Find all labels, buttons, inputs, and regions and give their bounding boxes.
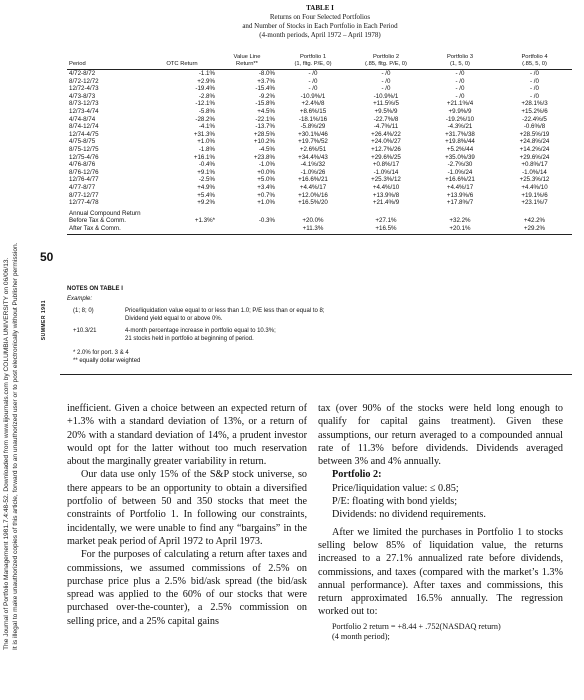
cell-value-line-return: -9.2% bbox=[258, 92, 275, 100]
summary-label: Annual Compound Return bbox=[69, 209, 141, 217]
cell-otc-return: -28.2% bbox=[195, 115, 215, 123]
before-tax-label: Before Tax & Comm. bbox=[69, 216, 126, 224]
cell-value-line-return: -22.1% bbox=[255, 115, 275, 123]
footnote: * 2.0% for port. 3 & 4 bbox=[73, 350, 129, 356]
section-divider bbox=[60, 374, 572, 375]
header-period: Period bbox=[67, 54, 147, 70]
after-value-line bbox=[217, 224, 277, 234]
table-row bbox=[67, 123, 572, 131]
cell-portfolio-2: - /0 bbox=[381, 77, 391, 85]
cell-portfolio-3: -2.7%/30 bbox=[447, 161, 473, 169]
cell-otc-return: -1.8% bbox=[198, 145, 215, 153]
cell-portfolio-2: +12.7%/26 bbox=[371, 145, 401, 153]
regression-note: (4 month period); bbox=[332, 631, 390, 641]
table-row bbox=[67, 108, 572, 116]
cell-portfolio-2: +25.3%/12 bbox=[371, 176, 401, 184]
before-portfolio-4: +42.2% bbox=[523, 216, 546, 224]
body-paragraph: Our data use only 15% of the S&P stock universe, so there appears to be an opportunity to obtain a diversified portfolio of between 50 and 350 stocks that meet the constraints of Portfolio 1. In following our constraints, incidentally, we were unable to find any “bargains” in the market peak period of April 1972 to April 1973. bbox=[67, 469, 307, 547]
cell-otc-return: +9.2% bbox=[197, 199, 215, 207]
cell-portfolio-1: +12.0%/16 bbox=[298, 191, 328, 199]
cell-value-line-return: -4.5% bbox=[258, 145, 275, 153]
cell-value-line-return: +28.5% bbox=[253, 130, 275, 138]
table-row bbox=[67, 78, 572, 86]
cell-period: 8/74-12/74 bbox=[69, 123, 99, 131]
cell-portfolio-4: +28.5%/19 bbox=[519, 130, 550, 138]
cell-value-line-return: +1.0% bbox=[257, 199, 275, 207]
note-line: 4-month percentage increase in portfolio equal to 10.3%; bbox=[125, 328, 276, 334]
cell-otc-return: +5.4% bbox=[197, 191, 215, 199]
after-portfolio-4: +29.2% bbox=[497, 224, 572, 234]
cell-period: 12/77-4/78 bbox=[69, 199, 99, 207]
table-header-row bbox=[67, 54, 572, 70]
cell-value-line-return: +4.5% bbox=[257, 107, 275, 115]
body-paragraph: For the purposes of calculating a return after taxes and commissions, we assumed commissions of 2.5% on purchase price plus a 2.5% bid/ask spread (the bid/ask spread was applied to the 60% of our stocks that were purchased over-the-counter), a 2.5% commission on selling price, and a 25% capital gains bbox=[67, 549, 307, 627]
cell-portfolio-4: - /0 bbox=[530, 85, 539, 93]
cell-period: 12/75-4/76 bbox=[69, 153, 99, 161]
cell-value-line-return: -1.0% bbox=[258, 161, 275, 169]
cell-period: 8/76-12/76 bbox=[69, 168, 99, 176]
cell-portfolio-3: +4.4%/17 bbox=[446, 183, 474, 191]
cell-portfolio-4: +29.6%/24 bbox=[519, 153, 550, 161]
page-number: 50 bbox=[40, 250, 54, 264]
cell-portfolio-2: -1.0%/14 bbox=[373, 168, 399, 176]
cell-value-line-return: +10.2% bbox=[253, 138, 275, 146]
cell-value-line-return: -13.7% bbox=[255, 123, 275, 131]
cell-otc-return: -1.1% bbox=[198, 70, 215, 77]
after-portfolio-1: +11.3% bbox=[277, 224, 349, 234]
cell-portfolio-1: +2.6%/51 bbox=[299, 145, 327, 153]
cell-portfolio-1: -1.0%/26 bbox=[300, 168, 326, 176]
table-row bbox=[67, 192, 572, 200]
cell-portfolio-3: -1.0%/24 bbox=[447, 168, 473, 176]
cell-portfolio-1: +16.6%/21 bbox=[298, 176, 328, 184]
table-subtitle: and Number of Stocks in Each Portfolio in Each Period bbox=[242, 22, 398, 30]
cell-portfolio-2: +4.4%/10 bbox=[372, 183, 400, 191]
cell-period: 4/72-8/72 bbox=[69, 70, 96, 77]
cell-portfolio-2: - /0 bbox=[381, 85, 391, 93]
cell-period: 4/76-8/76 bbox=[69, 161, 96, 169]
cell-value-line-return: +3.4% bbox=[257, 183, 275, 191]
cell-portfolio-2: -22.7%/8 bbox=[373, 115, 399, 123]
cell-portfolio-4: +28.1%/3 bbox=[521, 100, 548, 108]
table-row bbox=[67, 169, 572, 177]
cell-portfolio-1: +8.6%/15 bbox=[299, 107, 327, 115]
before-value-line: -0.3% bbox=[258, 216, 275, 224]
cell-value-line-return: +23.8% bbox=[253, 153, 275, 161]
cell-portfolio-2: +21.4%/9 bbox=[372, 199, 400, 207]
cell-otc-return: -4.1% bbox=[198, 123, 215, 131]
cell-value-line-return: -15.4% bbox=[255, 85, 275, 93]
cell-value-line-return: +5.0% bbox=[257, 176, 275, 184]
table-title: Returns on Four Selected Portfolios bbox=[269, 13, 371, 21]
cell-portfolio-4: +4.4%/10 bbox=[521, 183, 548, 191]
cell-portfolio-1: -5.8%/29 bbox=[300, 123, 326, 131]
cell-period: 4/73-8/73 bbox=[69, 92, 96, 100]
cell-portfolio-3: - /0 bbox=[455, 70, 465, 77]
note-line: Price/liquidation value equal to or less than 1.0; P/E less than or equal to 8; bbox=[125, 308, 325, 314]
cell-portfolio-3: - /0 bbox=[455, 92, 465, 100]
cell-portfolio-1: +16.5%/20 bbox=[298, 199, 328, 207]
cell-portfolio-1: +34.4%/43 bbox=[298, 153, 328, 161]
cell-portfolio-2: -4.7%/11 bbox=[373, 123, 399, 131]
cell-portfolio-3: - /0 bbox=[455, 85, 465, 93]
cell-portfolio-1: -18.1%/16 bbox=[298, 115, 328, 123]
cell-portfolio-1: +2.4%/8 bbox=[301, 100, 325, 108]
cell-portfolio-3: +21.1%/4 bbox=[446, 100, 474, 108]
cell-period: 8/73-12/73 bbox=[69, 100, 99, 108]
notice-line: The Journal of Portfolio Management 1981.7.4:48-52. Downloaded from www.iijournals.com by COLUMBIA UNIVERSITY on 06/06/13. bbox=[3, 257, 10, 650]
table-row bbox=[67, 70, 572, 78]
cell-portfolio-3: +13.9%/6 bbox=[446, 191, 474, 199]
cell-portfolio-4: +15.2%/6 bbox=[521, 107, 548, 115]
cell-portfolio-4: +24.8%/24 bbox=[519, 138, 550, 146]
after-otc bbox=[147, 224, 217, 234]
cell-period: 12/76-4/77 bbox=[69, 176, 99, 184]
cell-portfolio-2: +0.8%/17 bbox=[372, 161, 400, 169]
before-portfolio-2: +27.1% bbox=[375, 216, 397, 224]
note-key: (1; 8; 0) bbox=[73, 308, 94, 314]
cell-portfolio-3: +16.6%/21 bbox=[445, 176, 475, 184]
cell-portfolio-2: +11.5%/5 bbox=[373, 100, 399, 108]
notes-title: NOTES ON TABLE I bbox=[67, 286, 123, 292]
after-portfolio-3: +20.1% bbox=[423, 224, 497, 234]
cell-value-line-return: +0.0% bbox=[257, 168, 275, 176]
note-item bbox=[67, 307, 567, 323]
table-row bbox=[67, 131, 572, 139]
cell-period: 8/72-12/72 bbox=[69, 77, 99, 85]
cell-otc-return: -2.8% bbox=[198, 92, 215, 100]
cell-portfolio-3: +31.7%/38 bbox=[445, 130, 475, 138]
table-row bbox=[67, 161, 572, 169]
cell-portfolio-4: - /0 bbox=[530, 77, 539, 85]
cell-portfolio-3: +19.8%/44 bbox=[445, 138, 475, 146]
before-portfolio-3: +32.2% bbox=[449, 216, 471, 224]
table-row bbox=[67, 138, 572, 146]
table-row bbox=[67, 146, 572, 154]
cell-otc-return: +4.9% bbox=[197, 183, 215, 191]
cell-portfolio-4: +25.3%/12 bbox=[519, 176, 550, 184]
notice-line: It is illegal to make unauthorized copies of this article, forward to an unauthorized user or to post electronically without Publisher permission. bbox=[12, 242, 19, 650]
cell-portfolio-3: - /0 bbox=[455, 77, 465, 85]
table-row bbox=[67, 184, 572, 192]
cell-otc-return: +2.9% bbox=[197, 77, 215, 85]
cell-period: 8/75-12/75 bbox=[69, 145, 99, 153]
cell-period: 4/77-8/77 bbox=[69, 183, 96, 191]
example-label: Example: bbox=[67, 296, 93, 302]
body-paragraph: After we limited the purchases in Portfolio 1 to stocks selling below 85% of liquidation value, the returns increased to a 27.1% annualized rate before dividends, commissions, and taxes (compared with the market’s 1.3% annual performance). After taxes and commissions, this return approximated 16.5% annually. The regression worked out to: bbox=[318, 526, 563, 618]
cell-value-line-return: +3.7% bbox=[257, 77, 275, 85]
cell-portfolio-1: +30.1%/46 bbox=[298, 130, 328, 138]
portfolio-2-heading: Portfolio 2: bbox=[332, 469, 382, 481]
cell-portfolio-4: -0.6%/8 bbox=[523, 123, 546, 131]
cell-period: 12/72-4/73 bbox=[69, 85, 99, 93]
cell-period: 12/73-4/74 bbox=[69, 107, 99, 115]
regression-equation: Portfolio 2 return = +8.44 + .752(NASDAQ return) bbox=[332, 621, 501, 631]
cell-portfolio-4: - /0 bbox=[530, 70, 539, 77]
cell-portfolio-2: +26.4%/22 bbox=[371, 130, 401, 138]
body-column-left bbox=[67, 402, 307, 628]
before-portfolio-1: +20.0% bbox=[302, 216, 324, 224]
cell-portfolio-3: +9.9%/9 bbox=[448, 107, 472, 115]
cell-portfolio-4: +0.8%/17 bbox=[521, 161, 548, 169]
cell-period: 4/74-8/74 bbox=[69, 115, 96, 123]
cell-portfolio-4: - /0 bbox=[530, 92, 539, 100]
footnote: ** equally dollar weighted bbox=[73, 358, 141, 364]
cell-portfolio-3: +5.2%/44 bbox=[446, 145, 474, 153]
body-column-right bbox=[318, 402, 563, 642]
before-otc: +1.3%* bbox=[194, 216, 215, 224]
cell-otc-return: +1.0% bbox=[197, 138, 215, 146]
cell-portfolio-1: +4.4%/17 bbox=[299, 183, 327, 191]
cell-otc-return: -0.4% bbox=[198, 161, 215, 169]
cell-otc-return: +31.3% bbox=[193, 130, 215, 138]
portfolio-2-criterion: Dividends: no dividend requirements. bbox=[332, 509, 486, 521]
cell-portfolio-1: - /0 bbox=[308, 70, 318, 77]
table-caption bbox=[60, 4, 580, 40]
cell-value-line-return: -15.8% bbox=[255, 100, 275, 108]
cell-portfolio-4: -1.0%/14 bbox=[522, 168, 547, 176]
header-otc: OTC Return bbox=[147, 54, 217, 70]
note-line: Dividend yield equal to or above 0%. bbox=[125, 316, 223, 322]
cell-period: 8/77-12/77 bbox=[69, 191, 99, 199]
header-portfolio-3: Portfolio 3 (1, 5, 0) bbox=[423, 54, 497, 70]
cell-value-line-return: +0.7% bbox=[257, 191, 275, 199]
cell-portfolio-2: +9.5%/9 bbox=[374, 107, 398, 115]
portfolio-2-criterion: Price/liquidation value: ≤ 0.85; bbox=[332, 482, 459, 494]
cell-portfolio-4: +14.2%/24 bbox=[519, 145, 550, 153]
copyright-notice bbox=[2, 60, 28, 650]
cell-portfolio-1: - /0 bbox=[308, 85, 318, 93]
cell-portfolio-3: +17.8%/7 bbox=[446, 199, 474, 207]
table-row bbox=[67, 93, 572, 101]
cell-portfolio-3: -4.3%/21 bbox=[447, 123, 473, 131]
cell-otc-return: +16.1% bbox=[193, 153, 215, 161]
table-row bbox=[67, 199, 572, 207]
table-row bbox=[67, 85, 572, 93]
running-head: SUMMER 1981 bbox=[41, 300, 47, 341]
header-portfolio-4: Portfolio 4 (.85, 5, 0) bbox=[497, 54, 572, 70]
table-period-note: (4-month periods, April 1972 – April 1978) bbox=[259, 31, 381, 39]
portfolio-2-criterion: P/E: floating with bond yields; bbox=[332, 496, 458, 508]
cell-portfolio-1: -4.1%/32 bbox=[300, 161, 326, 169]
body-paragraph: tax (over 90% of the stocks were held long enough to qualify for capital gains treatment). Given these assumptions, our return averaged to a compounded annual rate of 11.3% before dividends. Dividends averaged between 3% and 4% annually. bbox=[318, 403, 563, 468]
table-row bbox=[67, 154, 572, 162]
cell-portfolio-2: +13.9%/8 bbox=[372, 191, 400, 199]
cell-portfolio-1: +19.7%/52 bbox=[298, 138, 328, 146]
cell-portfolio-2: - /0 bbox=[381, 70, 391, 77]
table-notes bbox=[67, 285, 567, 365]
returns-table bbox=[67, 54, 572, 235]
table-label: TABLE I bbox=[306, 4, 334, 12]
cell-otc-return: -2.5% bbox=[198, 176, 215, 184]
cell-portfolio-4: +23.1%/7 bbox=[521, 199, 548, 207]
cell-period: 12/74-4/75 bbox=[69, 130, 99, 138]
cell-portfolio-2: +29.6%/25 bbox=[371, 153, 401, 161]
cell-period: 4/75-8/75 bbox=[69, 138, 96, 146]
cell-portfolio-2: +24.0%/27 bbox=[371, 138, 401, 146]
cell-otc-return: -5.8% bbox=[198, 107, 215, 115]
cell-portfolio-4: -22.4%/5 bbox=[522, 115, 547, 123]
table-row bbox=[67, 176, 572, 184]
cell-portfolio-1: -10.9%/1 bbox=[300, 92, 326, 100]
note-line: 21 stocks held in portfolio at beginning of period. bbox=[125, 336, 254, 342]
cell-value-line-return: -8.0% bbox=[258, 70, 275, 77]
cell-portfolio-4: +19.1%/6 bbox=[521, 191, 548, 199]
table-row bbox=[67, 100, 572, 108]
cell-portfolio-3: +35.0%/39 bbox=[445, 153, 475, 161]
note-item bbox=[67, 327, 567, 343]
summary-after-row bbox=[67, 224, 572, 234]
cell-portfolio-3: -19.2%/10 bbox=[445, 115, 475, 123]
after-tax-label: After Tax & Comm. bbox=[67, 224, 147, 234]
header-portfolio-1: Portfolio 1 (1, fltg. P/E, 0) bbox=[277, 54, 349, 70]
cell-portfolio-2: -10.9%/1 bbox=[373, 92, 399, 100]
note-key: +10.3/21 bbox=[73, 328, 97, 334]
cell-otc-return: -19.4% bbox=[195, 85, 215, 93]
header-portfolio-2: Portfolio 2 (.85, fltg. P/E, 0) bbox=[349, 54, 423, 70]
cell-portfolio-1: - /0 bbox=[308, 77, 318, 85]
summary-label-row bbox=[67, 210, 572, 217]
cell-otc-return: -12.1% bbox=[195, 100, 215, 108]
summary-before-row bbox=[67, 217, 572, 225]
cell-otc-return: +9.1% bbox=[197, 168, 215, 176]
header-value-line: Value Line Return** bbox=[217, 54, 277, 70]
body-paragraph: inefficient. Given a choice between an expected return of +1.3% with a standard deviation of 13%, or a return of 20% with a standard deviation of 14%, a prudent investor would opt for the latter without too much reservation about the marginally greater variability in return. bbox=[67, 403, 307, 468]
table-row bbox=[67, 116, 572, 124]
after-portfolio-2: +16.5% bbox=[349, 224, 423, 234]
